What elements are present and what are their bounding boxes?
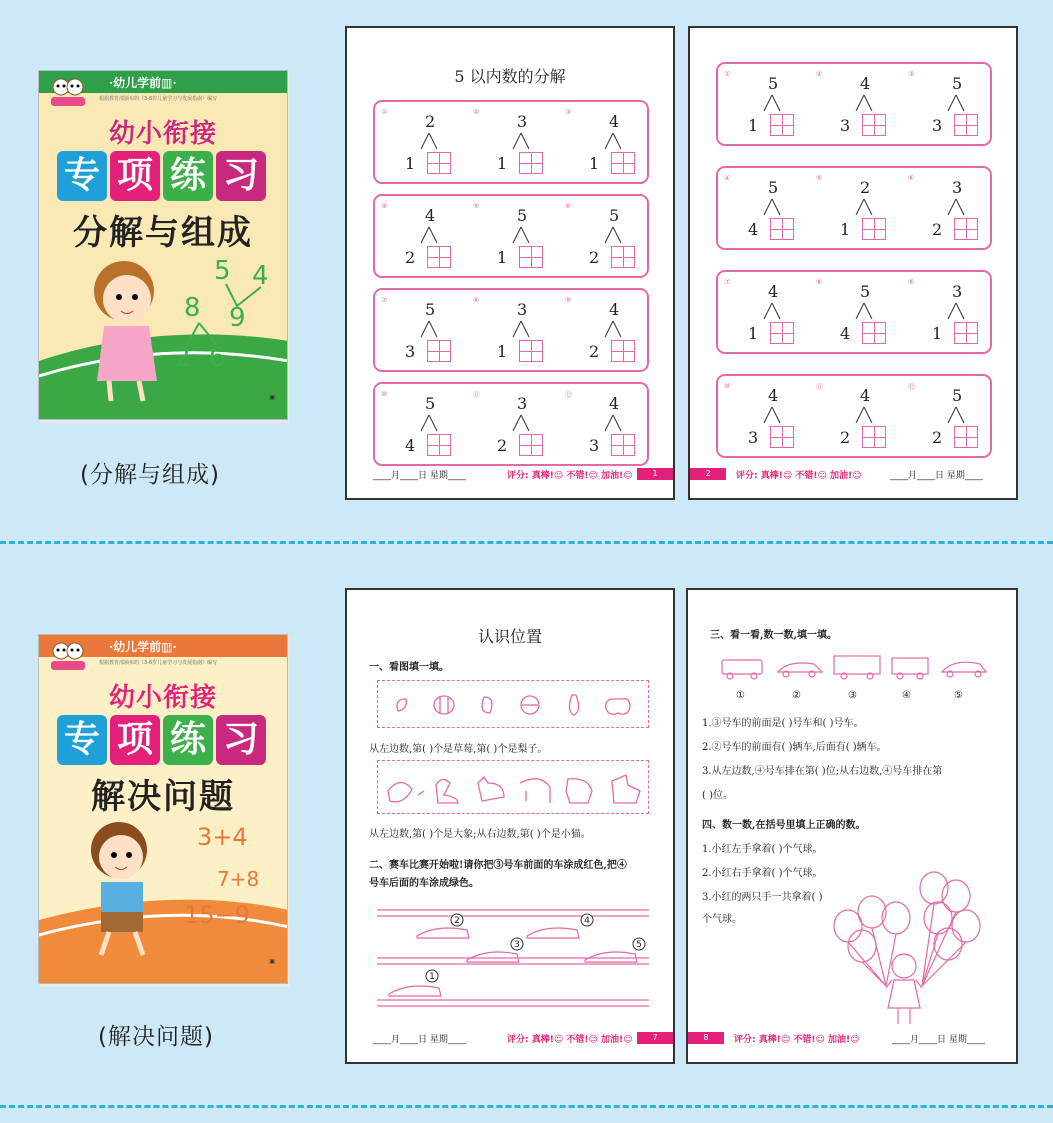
item-number: ③ (565, 108, 572, 116)
cover-illustration-boy-icon (39, 635, 288, 984)
answer-box[interactable] (770, 114, 794, 136)
whole-number: 5 (768, 74, 779, 93)
cover-title-line1: 幼小衔接 (108, 683, 217, 713)
book-caption: (分解与组成) (80, 462, 220, 488)
score-field: 评分: 真棒!☺ 不错!☺ 加油!☺ (507, 471, 633, 481)
book-cover-problem-solving[interactable] (38, 634, 288, 984)
item-number: ⑤ (473, 202, 480, 210)
answer-box[interactable] (611, 246, 635, 268)
branch-lines-icon (511, 320, 531, 338)
item-number: ⑪ (473, 391, 480, 399)
whole-number: 5 (425, 394, 436, 413)
item-number: ⑧ (816, 278, 823, 286)
question-4-line: 2.小红右手拿着( )个气球。 (702, 868, 823, 879)
animal-icons (378, 761, 650, 815)
exercise-row (373, 382, 649, 466)
answer-box[interactable] (611, 434, 635, 456)
vehicle-label: ④ (902, 690, 911, 701)
whole-number: 5 (425, 300, 436, 319)
whole-number: 4 (609, 300, 620, 319)
answer-box[interactable] (519, 152, 543, 174)
branch-lines-icon (946, 198, 966, 216)
date-field: ____月____日 星期____ (373, 471, 466, 481)
cover-number: 6 (209, 343, 226, 373)
whole-number: 5 (609, 206, 620, 225)
item-number: ⑦ (724, 278, 731, 286)
item-number: ⑥ (908, 174, 915, 182)
decomposition-item (908, 170, 1006, 250)
decomposition-item (473, 104, 571, 184)
part-number: 1 (405, 154, 416, 173)
decomposition-item (724, 274, 822, 354)
whole-number: 4 (609, 394, 620, 413)
branch-lines-icon (762, 302, 782, 320)
whole-number: 5 (768, 178, 779, 197)
whole-number: 4 (860, 74, 871, 93)
whole-number: 5 (860, 282, 871, 301)
answer-box[interactable] (862, 426, 886, 448)
whole-number: 4 (609, 112, 620, 131)
item-number: ⑥ (565, 202, 572, 210)
cover-subtitle: 根据教育部颁布的《3-6岁儿童学习与发展指南》编写 (99, 96, 218, 102)
decomposition-item (908, 274, 1006, 354)
vehicle-label: ③ (848, 690, 857, 701)
decomposition-item (724, 66, 822, 146)
exercise-row (716, 62, 992, 146)
answer-box[interactable] (954, 114, 978, 136)
branch-lines-icon (762, 94, 782, 112)
decomposition-item (473, 386, 571, 466)
section-decomposition (0, 0, 1053, 540)
branch-lines-icon (946, 302, 966, 320)
whole-number: 2 (425, 112, 436, 131)
answer-box[interactable] (519, 340, 543, 362)
branch-lines-icon (419, 226, 439, 244)
branch-lines-icon (511, 226, 531, 244)
cover-number-tree-icon (39, 71, 288, 420)
fruit-strip (377, 680, 649, 728)
item-number: ⑨ (908, 278, 915, 286)
decomposition-item (565, 198, 663, 278)
part-number: 3 (589, 436, 600, 455)
answer-box[interactable] (611, 152, 635, 174)
branch-lines-icon (419, 320, 439, 338)
answer-box[interactable] (427, 152, 451, 174)
score-field: 评分: 真棒!☺ 不错!☺ 加油!☺ (734, 1035, 860, 1045)
answer-box[interactable] (954, 218, 978, 240)
whole-number: 5 (952, 74, 963, 93)
cover-equation: 3+4 (197, 823, 248, 851)
answer-box[interactable] (427, 434, 451, 456)
item-number: ① (724, 70, 731, 78)
worksheet-page-1 (345, 26, 675, 500)
question-1-line-1: 从左边数,第( )个是草莓,第( )个是梨子。 (369, 744, 548, 755)
branch-lines-icon (854, 406, 874, 424)
exercise-row (716, 270, 992, 354)
part-number: 4 (405, 436, 416, 455)
decomposition-item (908, 378, 1006, 458)
item-number: ⑨ (565, 296, 572, 304)
question-4-heading: 四、数一数,在括号里填上正确的数。 (702, 820, 866, 831)
branch-lines-icon (603, 226, 623, 244)
branch-lines-icon (854, 94, 874, 112)
cover-char: 习 (216, 715, 266, 765)
cover-equation: 15−9 (184, 901, 250, 929)
answer-box[interactable] (427, 340, 451, 362)
whole-number: 3 (952, 178, 963, 197)
part-number: 1 (748, 324, 759, 343)
question-3-line: 2.②号车的前面有( )辆车,后面有( )辆车。 (702, 742, 887, 753)
page-footer (347, 468, 673, 482)
part-number: 2 (932, 220, 943, 239)
cover-number: 4 (252, 261, 269, 291)
part-number: 2 (840, 428, 851, 447)
vehicle-label: ② (792, 690, 801, 701)
part-number: 3 (932, 116, 943, 135)
decomposition-item (473, 292, 571, 372)
page-title: 认识位置 (477, 627, 542, 646)
part-number: 1 (840, 220, 851, 239)
exercise-row (373, 288, 649, 372)
item-number: ⑫ (908, 383, 915, 391)
page-number: 7 (637, 1032, 673, 1044)
branch-lines-icon (419, 414, 439, 432)
section-problem-solving (0, 548, 1053, 1103)
date-field: ____月____日 星期____ (373, 1035, 466, 1045)
cover-char: 练 (163, 715, 213, 765)
question-3-line: ( )位。 (702, 790, 733, 801)
date-field: ____月____日 星期____ (890, 471, 983, 481)
cover-number: 2 (174, 343, 191, 373)
vehicle-label: ⑤ (954, 690, 963, 701)
car-number: 4 (584, 916, 590, 926)
decomposition-item (908, 66, 1006, 146)
item-number: ⑤ (816, 174, 823, 182)
page-footer (690, 468, 1016, 482)
part-number: 2 (589, 342, 600, 361)
cover-band-text: ·幼儿学前▥· (109, 76, 177, 90)
question-3-heading: 三、看一看,数一数,填一填。 (710, 630, 837, 641)
vehicle-row-illustration (718, 652, 990, 682)
decomposition-item (473, 198, 571, 278)
branch-lines-icon (762, 198, 782, 216)
vehicle-label: ① (736, 690, 745, 701)
answer-box[interactable] (954, 322, 978, 344)
date-field: ____月____日 星期____ (892, 1035, 985, 1045)
whole-number: 4 (768, 386, 779, 405)
whole-number: 5 (952, 386, 963, 405)
answer-box[interactable] (519, 246, 543, 268)
worksheet-page-2 (688, 26, 1018, 500)
cover-char: 练 (163, 151, 213, 201)
score-field: 评分: 真棒!☺ 不错!☺ 加油!☺ (736, 471, 862, 481)
part-number: 1 (932, 324, 943, 343)
whole-number: 3 (517, 394, 528, 413)
branch-lines-icon (603, 414, 623, 432)
question-2-line-2: 号车后面的车涂成绿色。 (369, 878, 479, 889)
answer-box[interactable] (862, 218, 886, 240)
part-number: 2 (497, 436, 508, 455)
item-number: ⑧ (473, 296, 480, 304)
part-number: 3 (840, 116, 851, 135)
answer-box[interactable] (862, 114, 886, 136)
branch-lines-icon (946, 94, 966, 112)
whole-number: 3 (517, 300, 528, 319)
question-1-line-2: 从左边数,第( )个是大象;从右边数,第( )个是小猫。 (369, 829, 591, 840)
branch-lines-icon (854, 302, 874, 320)
branch-lines-icon (854, 198, 874, 216)
cover-number: 9 (229, 303, 246, 333)
decomposition-item (724, 378, 822, 458)
part-number: 1 (748, 116, 759, 135)
whole-number: 4 (425, 206, 436, 225)
car-number: 2 (454, 916, 460, 926)
decomposition-item (565, 386, 663, 466)
decomposition-item (816, 378, 914, 458)
cover-char: 习 (216, 151, 266, 201)
decomposition-item (381, 386, 479, 466)
whole-number: 3 (952, 282, 963, 301)
exercise-row (716, 374, 992, 458)
part-number: 3 (748, 428, 759, 447)
decomposition-item (381, 104, 479, 184)
girl-with-balloons-illustration (826, 868, 996, 1028)
page-number: 1 (637, 468, 673, 480)
whole-number: 3 (517, 112, 528, 131)
cover-title-line1: 幼小衔接 (108, 119, 217, 149)
whole-number: 2 (860, 178, 871, 197)
branch-lines-icon (511, 414, 531, 432)
question-4-line: 1.小红左手拿着( )个气球。 (702, 844, 823, 855)
decomposition-item (381, 198, 479, 278)
cover-char: 专 (57, 151, 107, 201)
part-number: 4 (840, 324, 851, 343)
score-field: 评分: 真棒!☺ 不错!☺ 加油!☺ (507, 1035, 633, 1045)
branch-lines-icon (762, 406, 782, 424)
part-number: 3 (405, 342, 416, 361)
part-number: 2 (932, 428, 943, 447)
page-footer (688, 1032, 1016, 1046)
cover-title-line3: 解决问题 (91, 777, 235, 817)
question-4-line: 3.小红的两只手一共拿着( ) (702, 892, 823, 903)
animal-strip (377, 760, 649, 814)
part-number: 1 (497, 248, 508, 267)
decomposition-item (816, 170, 914, 250)
item-number: ⑫ (565, 391, 572, 399)
item-number: ④ (381, 202, 388, 210)
question-1-heading: 一、看图填一填。 (369, 662, 449, 673)
book-cover-decomposition[interactable] (38, 70, 288, 420)
branch-lines-icon (511, 132, 531, 150)
answer-box[interactable] (770, 426, 794, 448)
branch-lines-icon (419, 132, 439, 150)
cover-number: 8 (184, 293, 201, 323)
item-number: ⑩ (724, 382, 731, 390)
part-number: 1 (497, 154, 508, 173)
race-track-illustration (377, 900, 649, 1010)
exercise-row (716, 166, 992, 250)
answer-box[interactable] (611, 340, 635, 362)
part-number: 1 (497, 342, 508, 361)
book-caption: (解决问题) (98, 1024, 214, 1050)
car-number: 3 (514, 940, 520, 950)
whole-number: 4 (860, 386, 871, 405)
answer-box[interactable] (770, 322, 794, 344)
answer-box[interactable] (954, 426, 978, 448)
cover-number: 5 (214, 256, 231, 286)
page-footer (347, 1032, 673, 1046)
item-number: ② (473, 108, 480, 116)
cover-band-text: ·幼儿学前▥· (109, 640, 177, 654)
decomposition-item (381, 292, 479, 372)
exercise-row (373, 100, 649, 184)
answer-box[interactable] (862, 322, 886, 344)
branch-lines-icon (603, 132, 623, 150)
question-3-line: 3.从左边数,④号车排在第( )位;从右边数,④号车排在第 (702, 766, 943, 777)
part-number: 4 (748, 220, 759, 239)
publisher-mark: ▣ (269, 958, 275, 965)
decomposition-item (816, 66, 914, 146)
cover-char: 项 (110, 715, 160, 765)
part-number: 2 (405, 248, 416, 267)
whole-number: 5 (517, 206, 528, 225)
decomposition-item (724, 170, 822, 250)
cover-equation: 7+8 (217, 867, 260, 891)
section-divider (0, 1105, 1053, 1108)
page-number: 2 (690, 468, 726, 480)
cover-char: 项 (110, 151, 160, 201)
section-divider (0, 541, 1053, 544)
answer-box[interactable] (770, 218, 794, 240)
question-3-line: 1.③号车的前面是( )号车和( )号车。 (702, 718, 864, 729)
item-number: ⑦ (381, 296, 388, 304)
answer-box[interactable] (519, 434, 543, 456)
fruit-icons (378, 681, 650, 729)
item-number: ⑪ (816, 383, 823, 391)
question-2-line-1: 二、赛车比赛开始啦!请你把③号车前面的车涂成红色,把④ (369, 860, 627, 871)
cover-subtitle: 根据教育部颁布的《3-6岁儿童学习与发展指南》编写 (99, 660, 218, 666)
decomposition-item (565, 104, 663, 184)
decomposition-item (565, 292, 663, 372)
car-number: 5 (636, 940, 642, 950)
page-title: 5 以内数的分解 (454, 67, 566, 86)
item-number: ① (381, 108, 388, 116)
car-number: 1 (429, 972, 435, 982)
item-number: ④ (724, 174, 731, 182)
worksheet-page-7 (345, 588, 675, 1064)
cover-title-line3: 分解与组成 (73, 213, 253, 253)
branch-lines-icon (603, 320, 623, 338)
part-number: 2 (589, 248, 600, 267)
item-number: ② (816, 70, 823, 78)
publisher-mark: ▣ (269, 394, 275, 401)
whole-number: 4 (768, 282, 779, 301)
decomposition-item (816, 274, 914, 354)
answer-box[interactable] (427, 246, 451, 268)
part-number: 1 (589, 154, 600, 173)
cover-char: 专 (57, 715, 107, 765)
question-4-line: 个气球。 (702, 914, 742, 925)
branch-lines-icon (946, 406, 966, 424)
item-number: ③ (908, 70, 915, 78)
item-number: ⑩ (381, 390, 388, 398)
exercise-row (373, 194, 649, 278)
worksheet-page-8 (686, 588, 1018, 1064)
page-number: 8 (688, 1032, 724, 1044)
